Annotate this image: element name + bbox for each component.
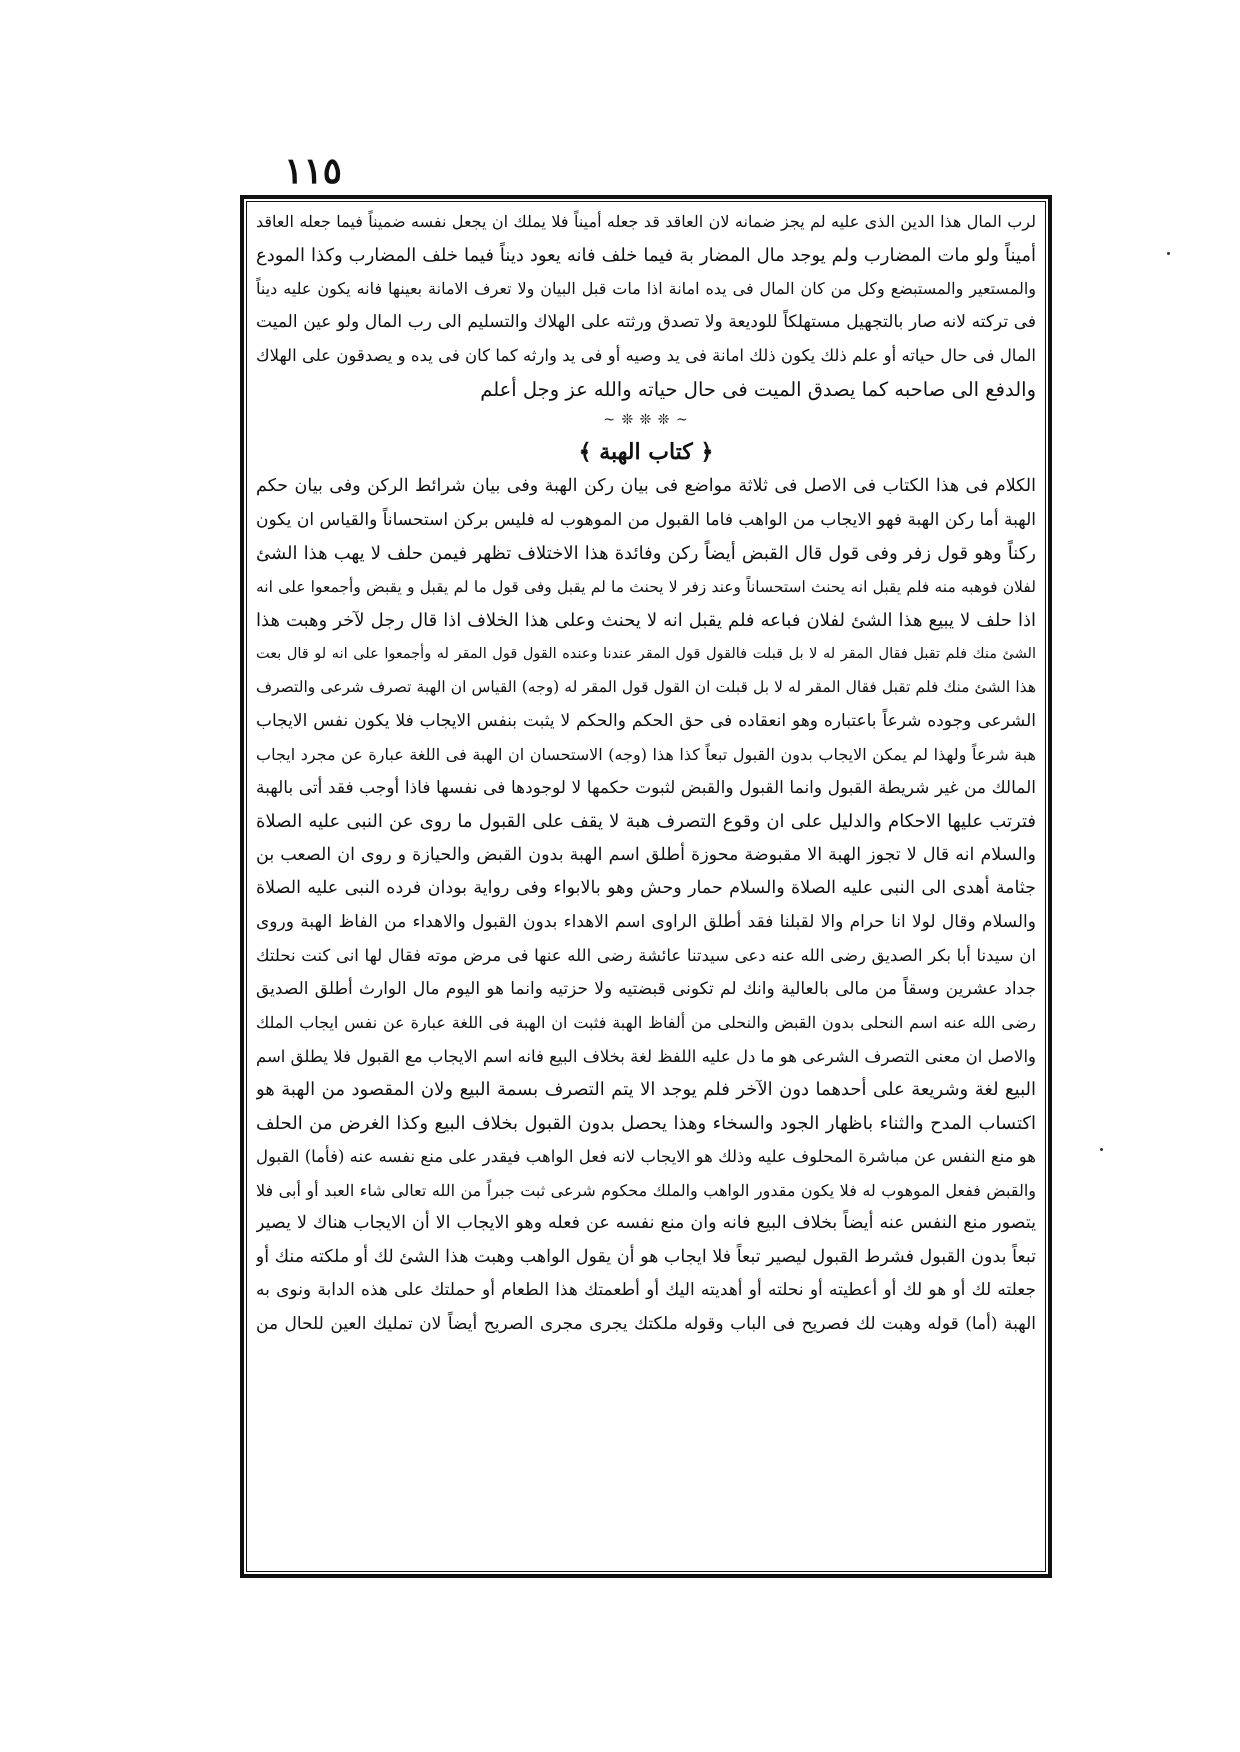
text-line: الكلام فى هذا الكتاب فى الاصل فى ثلاثة مواضع فى بيان ركن الهبة وفى بيان شرائط الركن وفى بيان حكم: [256, 476, 1036, 496]
text-line: والدفع الى صاحبه كما يصدق الميت فى حال حياته والله عز وجل أعلم: [480, 377, 1036, 401]
ornament-divider: ~ ❊ ❊ ❊ ~: [603, 412, 689, 428]
text-line: الشئ منك فلم تقبل فقال المقر له لا بل قبلت فالقول قول المقر عندنا وعنده القول قول المقر له وأجمعوا على انه لو قال بعت: [256, 645, 1036, 662]
text-line: جداد عشرين وسقاً من مالى بالعالية وانك لم تكونى قبضتيه ولا حزتيه وانما هو اليوم مال الوارث أطلق الصديق: [256, 978, 1036, 999]
text-line: والقبض ففعل الموهوب له فلا يكون مقدور الواهب والملك محكوم شرعى ثبت جبراً من الله تعالى شاء العبد أو أبى فلا: [256, 1180, 1036, 1200]
text-line: الهبة (أما) قوله وهبت لك فصريح فى الباب وقوله ملكتك يجرى مجرى الصريح أيضاً لان تمليك العين للحال من: [256, 1313, 1036, 1334]
text-line: هو منع النفس عن مباشرة المحلوف عليه وذلك هو الايجاب لانه فعل الواهب فيقدر على منع نفسه عنه (فأما) القبول: [256, 1147, 1036, 1166]
text-line: تبعاً بدون القبول فشرط القبول ليصير تبعاً فلا ايجاب هو أن يقول الواهب وهبت هذا الشئ لك أو ملكته منك أو: [256, 1246, 1036, 1267]
text-line: المالك من غير شريطة القبول وانما القبول والقبض لثبوت حكمها لا لوجودها فى نفسها فاذا أوجب فقد أتى بالهبة: [256, 777, 1036, 798]
text-line: لفلان فوهبه منه فلم يقبل انه يحنث استحساناً وعند زفر لا يحنث ما لم يقبل وفى قول ما لم يقبل و يقبض وأجمعوا على انه: [256, 577, 1036, 596]
text-line: والمستعير والمستبضع وكل من كان المال فى يده امانة اذا مات قبل البيان ولا تعرف الامانة بعينها فانه يكون عليه ديناً: [256, 279, 1036, 298]
section-one: [256, 205, 1036, 406]
text-line: ركناً وهو قول زفر وفى قول قال القبض أيضاً ركن وفائدة هذا الاختلاف تظهر فيمن حلف لا يهب هذا الشئ: [256, 543, 1036, 564]
text-line: جعلته لك أو هو لك أو أعطيته أو نحلته أو أهديته اليك أو أطعمتك هذا الطعام أو حملتك على هذه الدابة ونوى به: [256, 1280, 1036, 1300]
margin-dot: [1167, 252, 1170, 255]
text-line: اكتساب المدح والثناء باظهار الجود والسخاء وهذا يحصل بدون القبول بخلاف البيع وكذا الغرض من الحلف: [256, 1112, 1036, 1134]
text-line: المال فى حال حياته أو علم ذلك يكون ذلك امانة فى يد وصيه أو فى يد وارثه كما كان فى يده و يصدقون على الهلاك: [256, 346, 1036, 365]
text-line: لرب المال هذا الدين الذى عليه لم يجز ضمانه لان العاقد قد جعله أميناً فلا يملك ان يجعل نفسه ضميناً فيما جعله العاقد: [256, 212, 1036, 231]
text-block: [256, 205, 1036, 1565]
text-line: يتصور منع النفس عنه أيضاً بخلاف البيع فانه وان منع نفسه عن فعله وهو الايجاب الا أن الايجاب هناك لا يصير: [256, 1213, 1036, 1233]
text-line: هذا الشئ منك فلم تقبل فقال المقر له لا بل قبلت ان القول قول المقر له (وجه) القياس ان الهبة تصرف شرعى والتصرف: [256, 678, 1036, 696]
text-line: هبة شرعاً ولهذا لم يمكن الايجاب بدون القبول تبعاً كذا هذا (وجه) الاستحسان ان الهبة فى اللغة عبارة عن مجرد ايجاب: [256, 745, 1036, 764]
page-number: ١١٥: [283, 150, 342, 192]
margin-dot: [1100, 1148, 1103, 1151]
text-line: فترتب عليها الاحكام والدليل على ان وقوع التصرف هبة لا يقف على القبول ما روى عن النبى عليه الصلاة: [256, 811, 1036, 832]
text-line: ان سيدنا أبا بكر الصديق رضى الله عنه دعى سيدتنا عائشة رضى الله عنها فى مرض موته فقال لها انى كنت نحلتك: [256, 946, 1036, 965]
text-line: والسلام وقال لولا انا حرام والا لقبلنا فقد أطلق الراوى اسم الاهداء بدون القبول والاهداء من الفاظ الهبة وروى: [256, 911, 1036, 932]
text-line: اذا حلف لا يبيع هذا الشئ لفلان فباعه فلم يقبل انه لا يحنث وعلى هذا الخلاف اذا قال رجل لآخر وهبت هذا: [256, 610, 1036, 631]
text-line: والاصل ان معنى التصرف الشرعى هو ما دل عليه اللفظ لغة بخلاف البيع فانه اسم الايجاب مع القبول فلا يطلق اسم: [256, 1046, 1036, 1066]
text-line: والسلام انه قال لا تجوز الهبة الا مقبوضة محوزة أطلق اسم الهبة بدون القبض والحيازة و روى ان الصعب بن: [256, 844, 1036, 865]
text-line: أميناً ولو مات المضارب ولم يوجد مال المضار بة فيما خلف فانه يعود ديناً فيما خلف المضارب وكذا المودع: [256, 244, 1036, 266]
chapter-title: ﴿ كتاب الهبة ﴾: [578, 439, 714, 465]
text-line: فى تركته لانه صار بالتجهيل مستهلكاً للوديعة ولا تصدق ورثته على الهلاك والتسليم الى رب المال ولو عين الميت: [256, 311, 1036, 332]
text-line: جثامة أهدى الى النبى عليه الصلاة والسلام حمار وحش وهو بالابواء وفى رواية بودان فرده النبى عليه الصلاة: [256, 878, 1036, 898]
text-line: الشرعى وجوده شرعاً باعتباره وهو انعقاده فى حق الحكم والحكم لا يثبت بنفس الايجاب فلا يكون نفس الايجاب: [256, 710, 1036, 731]
text-line: رضى الله عنه اسم النحلى بدون القبض والنحلى من ألفاظ الهبة فثبت ان الهبة فى اللغة عبارة عن نفس ايجاب الملك: [256, 1013, 1036, 1032]
section-two: [256, 470, 1036, 1341]
text-line: البيع لغة وشريعة على أحدهما دون الآخر فلم يوجد الا يتم التصرف بسمة البيع ولان المقصود من الهبة هو: [256, 1079, 1036, 1100]
text-line: الهبة أما ركن الهبة فهو الايجاب من الواهب فاما القبول من الموهوب له فليس بركن استحساناً والقياس ان يكون: [256, 509, 1036, 530]
